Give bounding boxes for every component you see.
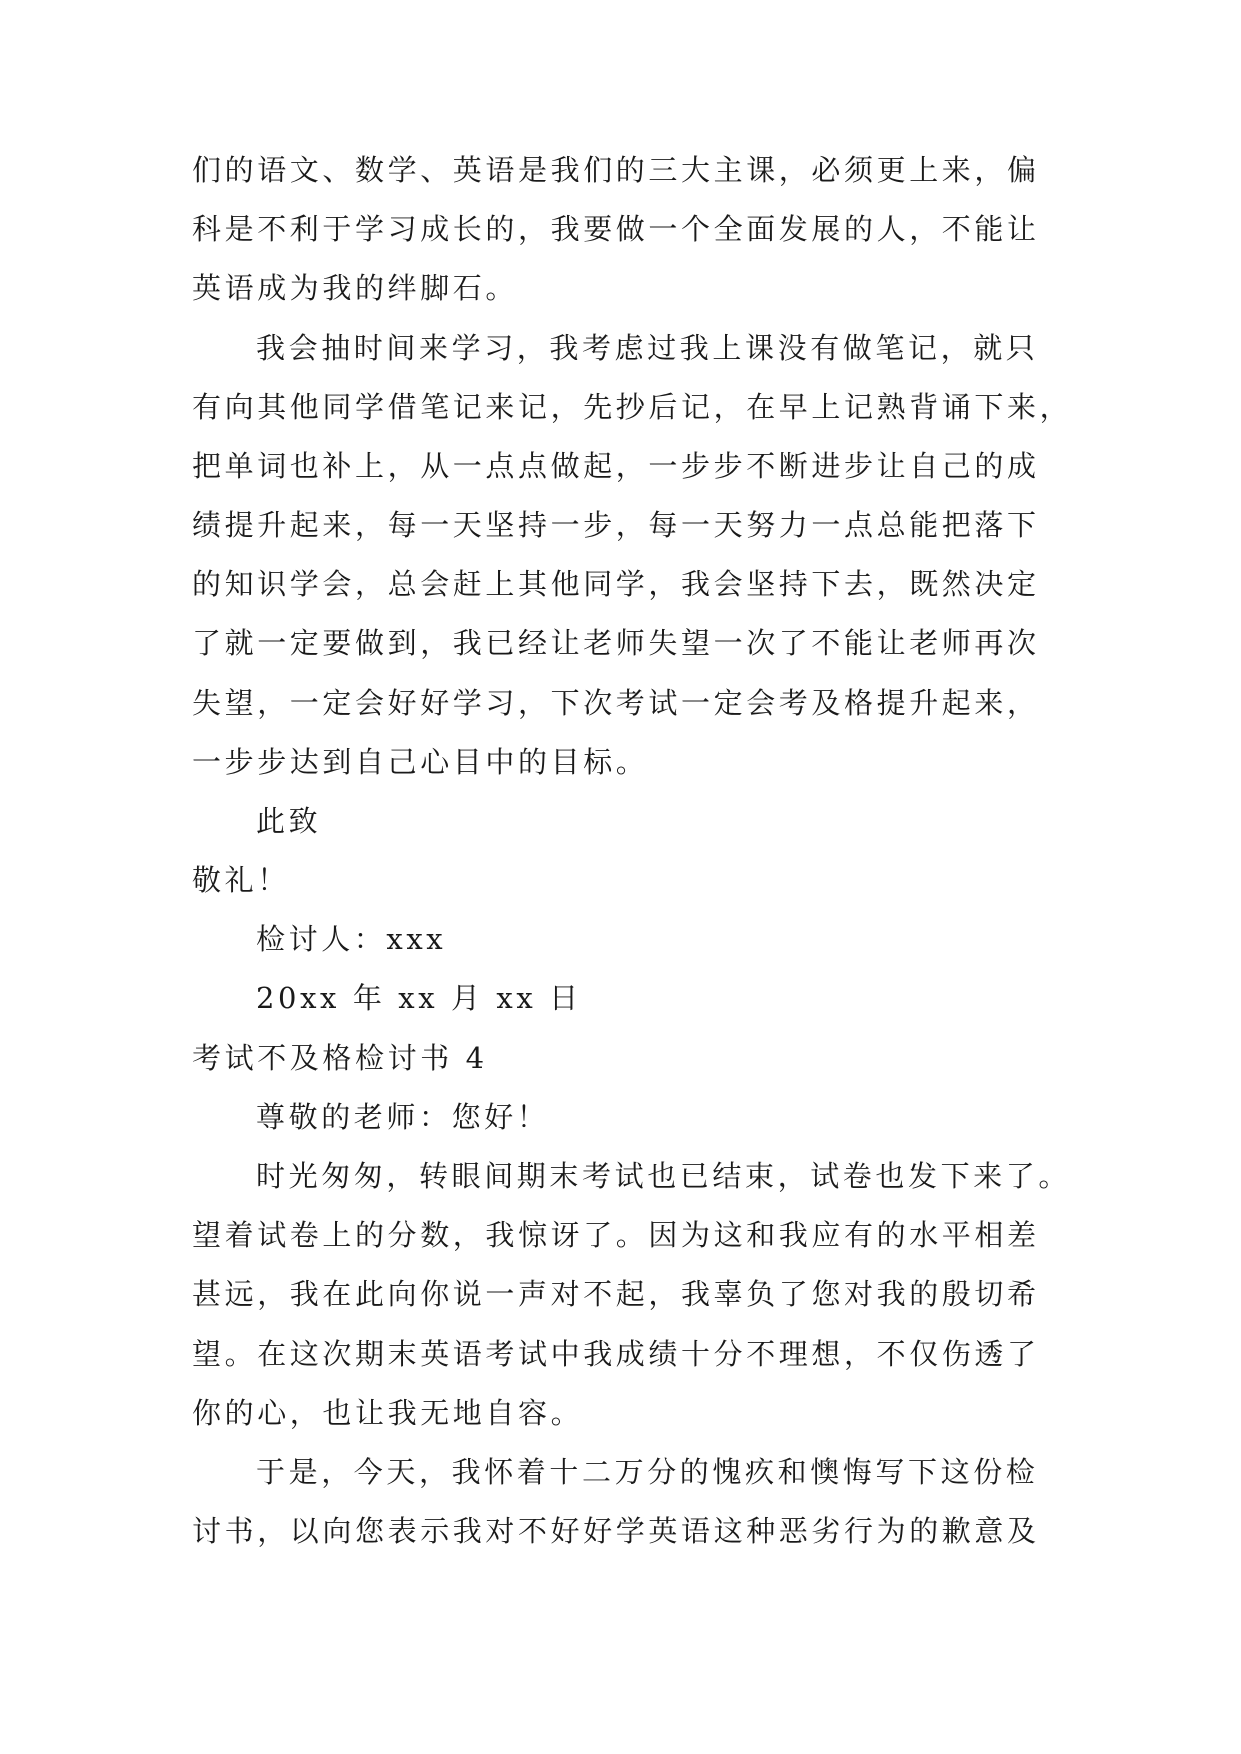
paragraph-start-line: 时光匆匆，转眼间期末考试也已结束，试卷也发下来了。 xyxy=(256,1159,1072,1193)
text-line: 你的心，也让我无地自容。 xyxy=(192,1396,584,1430)
salutation-line: 敬礼！ xyxy=(192,863,290,897)
text-line: 们的语文、数学、英语是我们的三大主课，必须更上来，偏 xyxy=(192,153,1040,187)
text-line: 失望，一定会好好学习，下次考试一定会考及格提升起来， xyxy=(192,686,1040,720)
text-line: 有向其他同学借笔记来记，先抄后记，在早上记熟背诵下来， xyxy=(192,390,1073,424)
text-line: 甚远，我在此向你说一声对不起，我辜负了您对我的殷切希 xyxy=(192,1277,1040,1311)
closing-line: 此致 xyxy=(256,804,322,838)
text-line: 一步步达到自己心目中的目标。 xyxy=(192,745,649,779)
text-line: 把单词也补上，从一点点做起，一步步不断进步让自己的成 xyxy=(192,449,1040,483)
text-line: 望。在这次期末英语考试中我成绩十分不理想，不仅伤透了 xyxy=(192,1337,1040,1371)
section-title: 考试不及格检讨书 4 xyxy=(192,1041,488,1075)
greeting-line: 尊敬的老师：您好！ xyxy=(256,1100,550,1134)
paragraph-start-line: 我会抽时间来学习，我考虑过我上课没有做笔记，就只 xyxy=(256,331,1039,365)
text-line: 了就一定要做到，我已经让老师失望一次了不能让老师再次 xyxy=(192,626,1040,660)
text-line: 绩提升起来，每一天坚持一步，每一天努力一点总能把落下 xyxy=(192,508,1040,542)
text-line: 英语成为我的绊脚石。 xyxy=(192,271,519,305)
date-line: 20xx 年 xx 月 xx 日 xyxy=(256,981,582,1015)
paragraph-start-line: 于是，今天，我怀着十二万分的愧疚和懊悔写下这份检 xyxy=(256,1455,1039,1489)
text-line: 科是不利于学习成长的，我要做一个全面发展的人，不能让 xyxy=(192,212,1040,246)
text-line: 望着试卷上的分数，我惊讶了。因为这和我应有的水平相差 xyxy=(192,1218,1040,1252)
text-line: 的知识学会，总会赶上其他同学，我会坚持下去，既然决定 xyxy=(192,567,1040,601)
text-line: 讨书，以向您表示我对不好好学英语这种恶劣行为的歉意及 xyxy=(192,1514,1040,1548)
signature-line: 检讨人：xxx xyxy=(256,922,447,956)
